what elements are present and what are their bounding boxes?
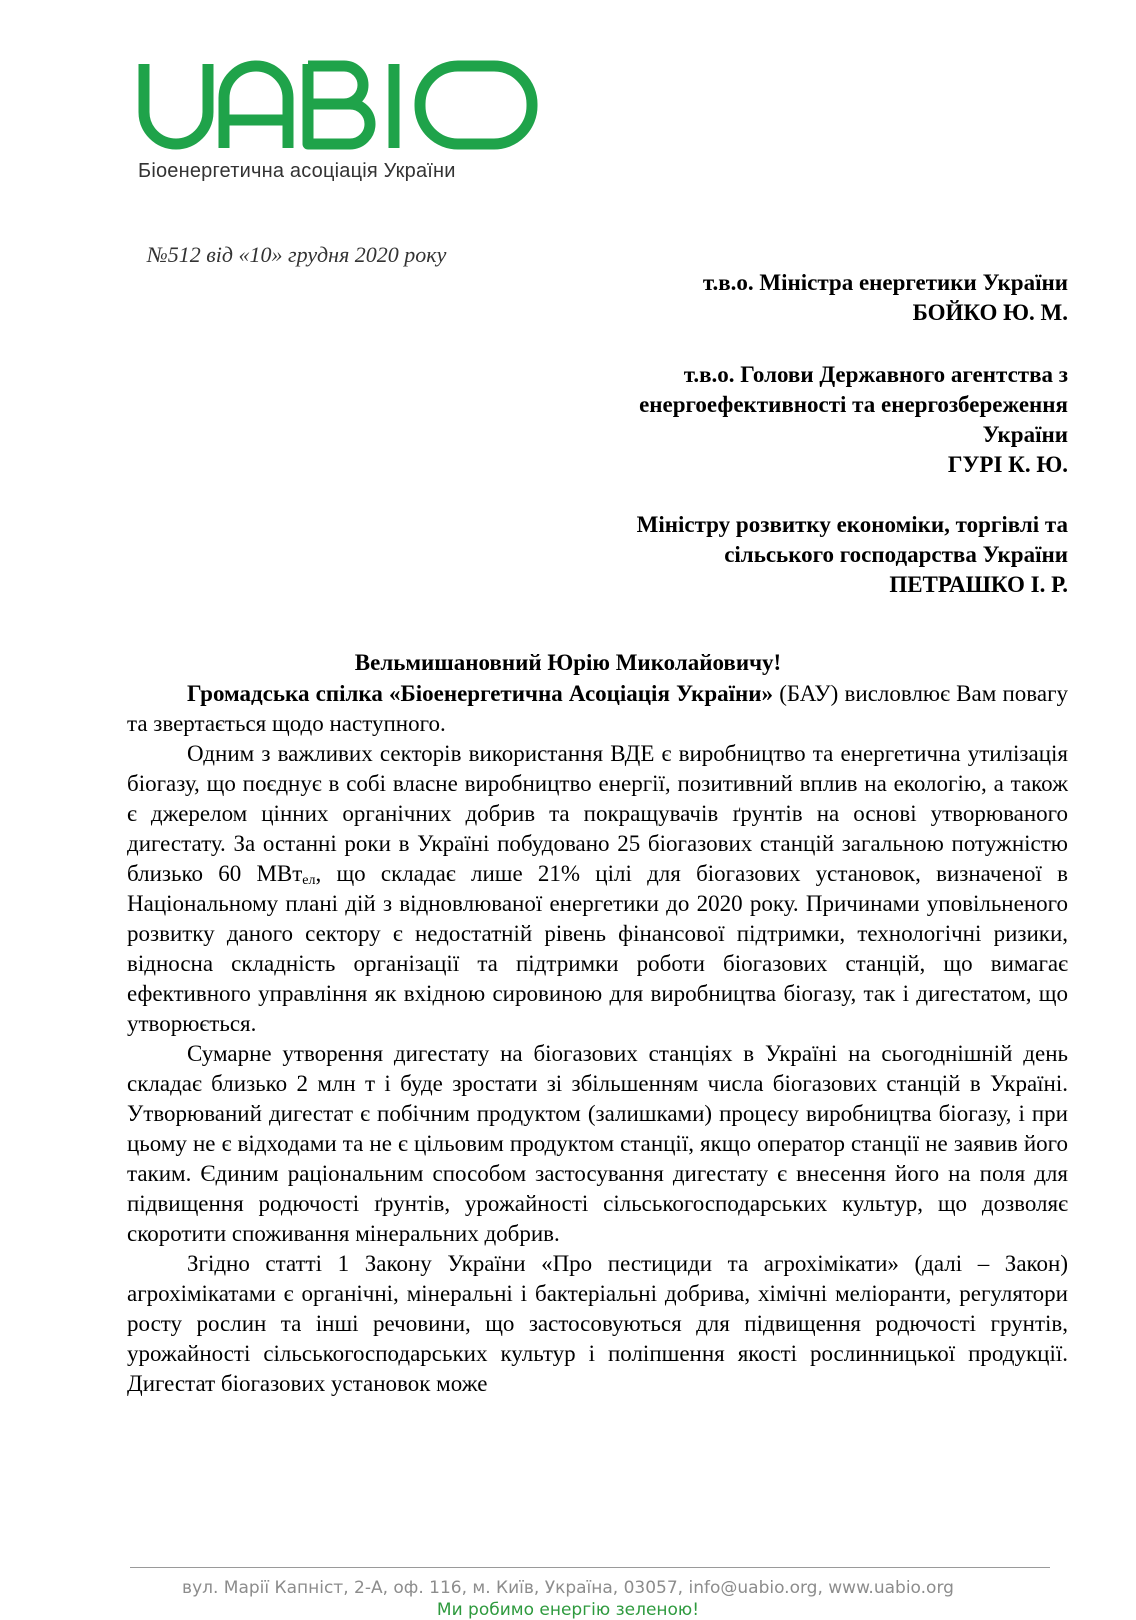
addressee-2-line-2: енергоефективності та енергозбереження xyxy=(639,392,1068,417)
addressee-2-name: ГУРІ К. Ю. xyxy=(947,452,1068,477)
addressee-2 xyxy=(639,360,1068,480)
addressee-1-title: т.в.о. Міністра енергетики України xyxy=(702,270,1068,295)
uabio-logo xyxy=(138,60,538,150)
paragraph-2-a: Одним з важливих секторів використання ВДЕ є виробництво та енергетична утилізація біогазу, що поєднує в собі власне виробництво енергії, позитивний вплив на екологію, а також є джерелом цінних органічних добрив та покращувачів ґрунтів на основі утворюваного дигестату. За останні роки в Україні побудовано 25 біогазових станцій загальною потужністю близько 60 МВт xyxy=(127,741,1068,886)
addressee-2-line-1: т.в.о. Голови Державного агентства з xyxy=(683,362,1068,387)
paragraph-4: Згідно статті 1 Закону України «Про пестициди та агрохімікати» (далі – Закон) агрохімікатами є органічні, мінеральні і бактеріальні добрива, хімічні меліоранти, регулятори росту рослин та інші речовини, що застосовуються для підвищення родючості грунтів, урожайності сільськогосподарських культур і поліпшення якості рослинницької продукції. Дигестат біогазових установок може xyxy=(127,1251,1068,1396)
footer-address: вул. Марії Капніст, 2-А, оф. 116, м. Київ, Україна, 03057, info@uabio.org, www.uabio.org xyxy=(182,1578,954,1598)
addressee-1-name: БОЙКО Ю. М. xyxy=(912,300,1068,325)
paragraph-2 xyxy=(127,739,1068,1039)
paragraph-3: Сумарне утворення дигестату на біогазових станціях в Україні на сьогоднішній день складає близько 2 млн т і буде зростати зі збільшенням числа біогазових станцій в Україні. Утворюваний дигестат є побічним продуктом (залишками) процесу виробництва біогазу, і при цьому не є відходами та не є цільовим продуктом станції, якщо оператор станції не заявив його таким. Єдиним раціональним способом застосування дигестату є внесення його на поля для підвищення родючості ґрунтів, урожайності сільськогосподарських культур, що дозволяє скоротити споживання мінеральних добрив. xyxy=(127,1041,1068,1246)
greeting: Вельмишановний Юрію Миколайовичу! xyxy=(354,650,782,675)
letter-body xyxy=(127,679,1068,1399)
addressee-3-name: ПЕТРАШКО І. Р. xyxy=(889,572,1068,597)
addressee-2-line-3: України xyxy=(982,422,1068,447)
addressee-3-line-2: сільського господарства України xyxy=(724,542,1068,567)
unit-subscript: ел xyxy=(302,873,316,888)
logo-subtitle: Біоенергетична асоціація України xyxy=(138,160,456,182)
addressee-1 xyxy=(703,268,1068,328)
paragraph-2-b: , що складає лише 21% цілі для біогазових установок, визначеної в Національному плані дій з відновлюваної енергетики до 2020 року. Причинами уповільненого розвитку даного сектору є недостатній рівень фінансової підтримки, технологічні ризики, відносна складність організації та підтримки роботи біогазових станцій, що вимагає ефективного управління як вхідною сировиною для виробництва біогазу, так і дигестатом, що утворюється. xyxy=(127,861,1068,1036)
footer-divider xyxy=(130,1567,1050,1568)
footer-slogan: Ми робимо енергію зеленою! xyxy=(436,1600,700,1620)
paragraph-1-rest: (БАУ) висловлює Вам повагу та звертається щодо наступного. xyxy=(127,681,1069,736)
addressee-3-line-1: Міністру розвитку економіки, торгівлі та xyxy=(636,512,1068,537)
paragraph-1-bold: Громадська спілка «Біоенергетична Асоціація України» xyxy=(187,681,774,706)
paragraph-1 xyxy=(127,679,1068,739)
addressee-3 xyxy=(637,510,1068,600)
letter-reference: №512 від «10» грудня 2020 року xyxy=(147,242,447,267)
